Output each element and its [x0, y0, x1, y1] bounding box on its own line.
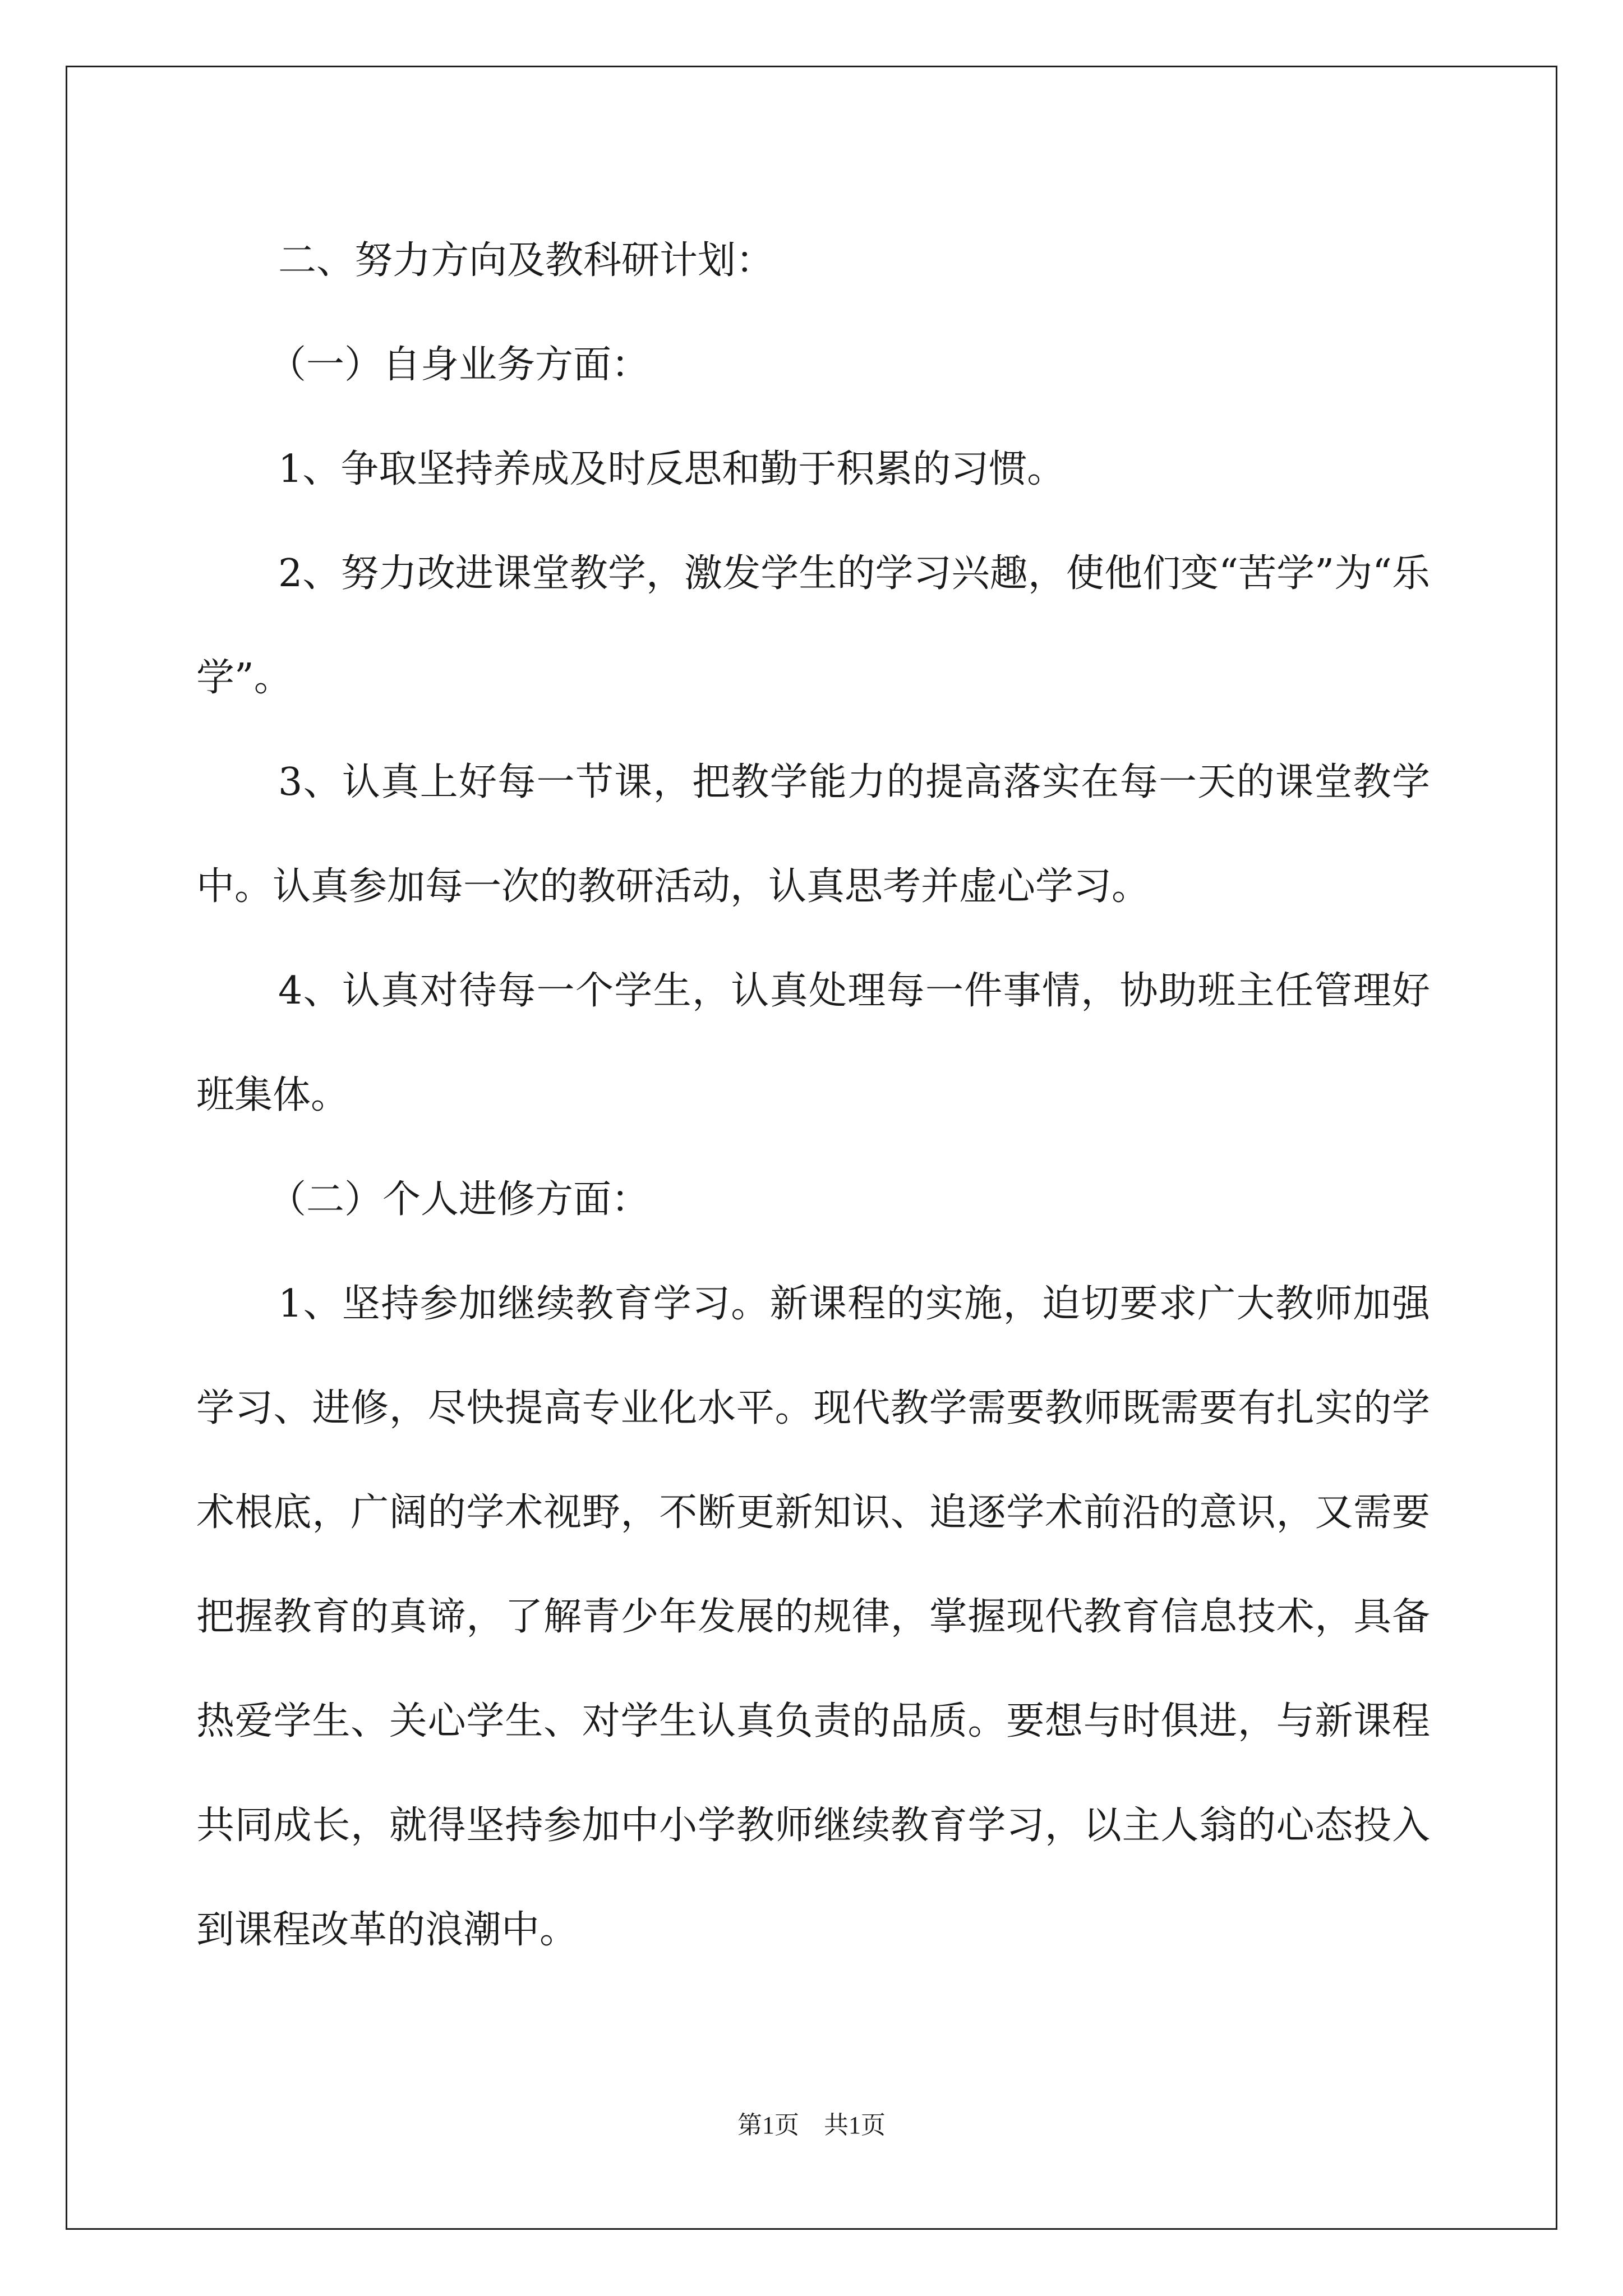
list-item: 4、认真对待每一个学生，认真处理每一件事情，协助班主任管理好班集体。: [196, 969, 1430, 1117]
document-body: [196, 209, 1430, 1982]
list-item: 1、争取坚持养成及时反思和勤于积累的习惯。: [278, 447, 1066, 491]
subsection-heading-business: （一）自身业务方面：: [268, 343, 650, 387]
list-item: 2、努力改进课堂教学，激发学生的学习兴趣，使他们变“苦学”为“乐学”。: [196, 551, 1430, 700]
list-item: 1、坚持参加继续教育学习。新课程的实施，迫切要求广大教师加强学习、进修，尽快提高专业化水平。现代教学需要教师既需要有扎实的学术根底，广阔的学术视野，不断更新知识、追逐学术前沿的意识，又需要把握教育的真谛，了解青少年发展的规律，掌握现代教育信息技术，具备热爱学生、关心学生、对学生认真负责的品质。要想与时俱进，与新课程共同成长，就得坚持参加中小学教师继续教育学习，以主人翁的心态投入到课程改革的浪潮中。: [196, 1282, 1430, 1952]
page-footer: 第1页 共1页: [737, 2111, 886, 2139]
subsection-heading-study: （二）个人进修方面：: [268, 1177, 650, 1222]
list-item: 3、认真上好每一节课，把教学能力的提高落实在每一天的课堂教学中。认真参加每一次的教研活动，认真思考并虚心学习。: [196, 760, 1430, 909]
section-heading: 二、努力方向及教科研计划：: [278, 238, 774, 283]
